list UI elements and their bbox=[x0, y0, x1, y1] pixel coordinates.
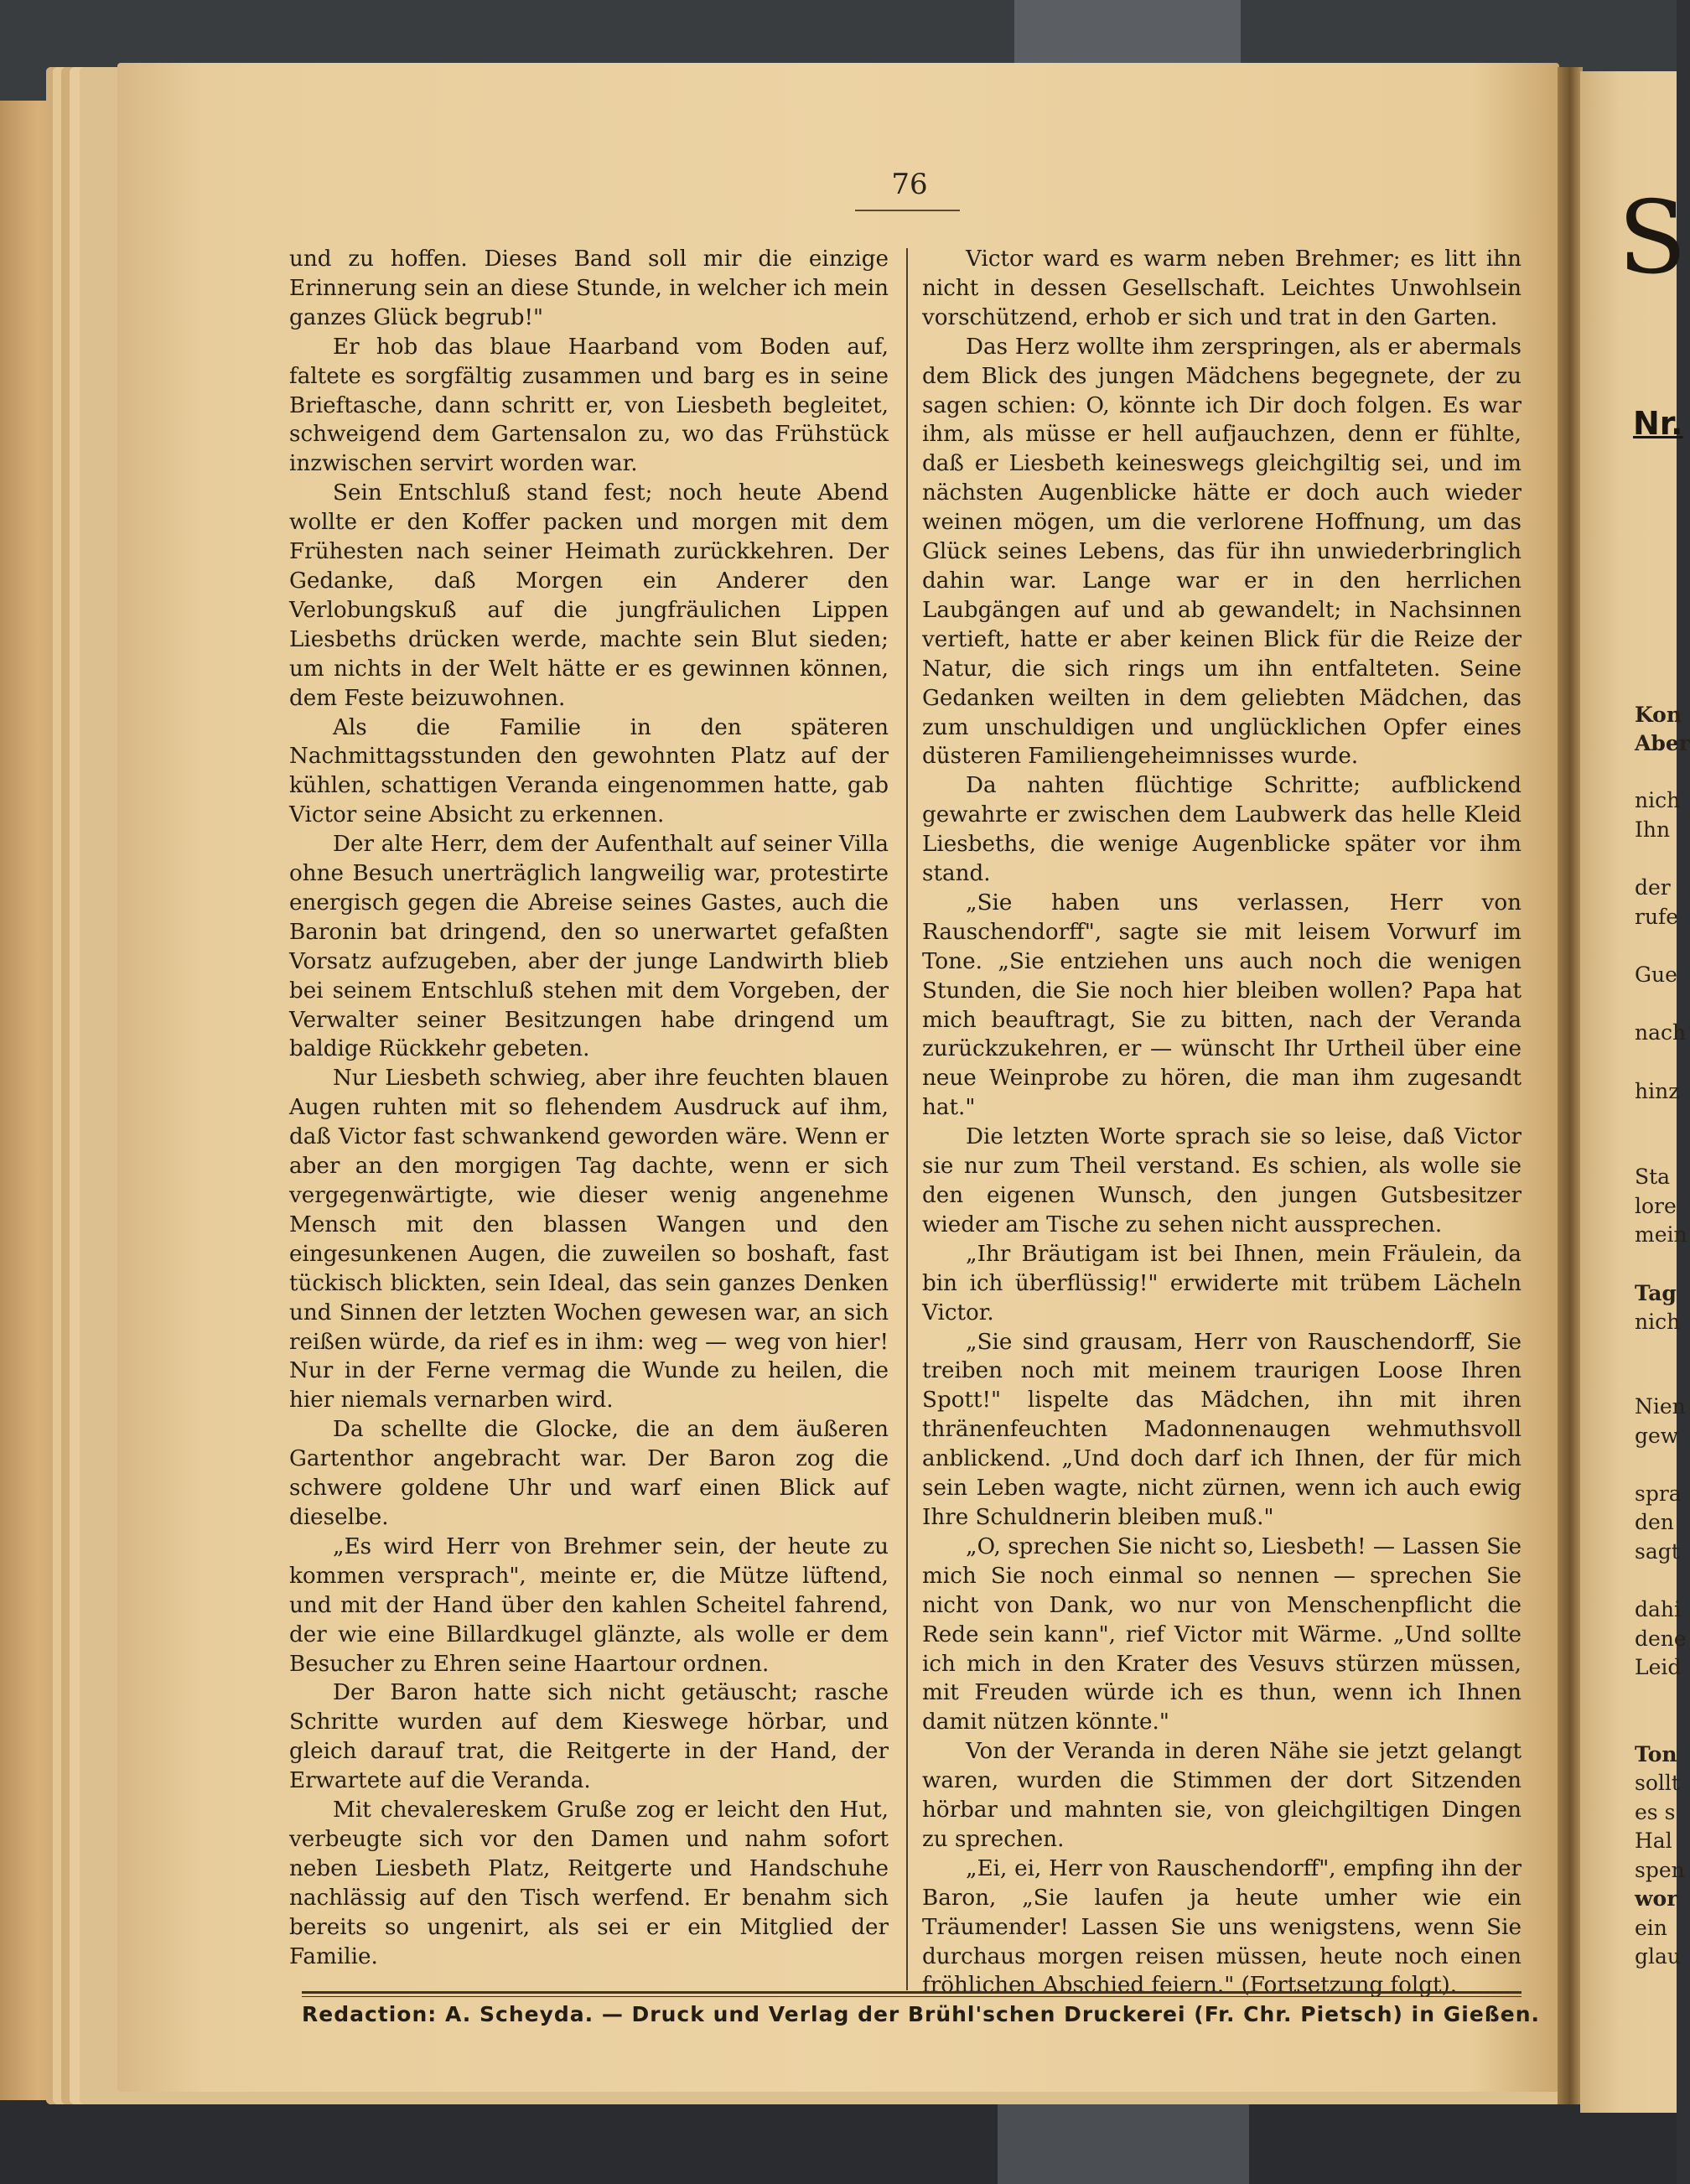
facing-page-fragment: nich bbox=[1635, 788, 1681, 812]
paragraph: Mit chevalereskem Gruße zog er leicht den Hut, verbeugte sich vor den Damen und nahm sofort neben Liesbeth Platz, Reitgerte und Handschuhe nachlässig auf den Tisch werfend. Er benahm sich bereits so ungenirt, als sei er ein Mitglied der Familie. bbox=[289, 1798, 889, 1969]
facing-page-fragment: mein bbox=[1635, 1222, 1687, 1247]
facing-page-fragment: nich bbox=[1635, 1310, 1681, 1334]
paragraph: „O, sprechen Sie nicht so, Liesbeth! — Lassen Sie mich Sie noch einmal so nennen — sprechen Sie nicht von Dank, wo nur von Menschenpflicht die Rede sein kann", rief Victor mit Wärme. „Und sollte ich mich in den Krater des Vesuvs stürzen müssen, mit Freuden würde ich es thun, wenn ich Ihnen damit nützen könnte." bbox=[922, 1533, 1522, 1735]
facing-page-fragment: Tag bbox=[1635, 1281, 1677, 1305]
facing-page-fragment: spra bbox=[1635, 1481, 1682, 1506]
column-divider bbox=[906, 248, 908, 1990]
facing-page-issue-label: Nr. bbox=[1633, 405, 1683, 442]
paragraph: „Sie sind grausam, Herr von Rauschendorff, Sie treiben noch mit meinem traurigen Loose Ihren Spott!" lispelte das Mädchen, ihn mit ihren thränenfeuchten Madonnenaugen wehmuthsvoll anblickend. „Und doch darf ich Ihnen, der für mich sein Leben wagte, nicht zürnen, wenn ich auch ewig Ihre Schuldnerin bleiben muß." bbox=[922, 1329, 1522, 1530]
facing-page-fragment: rufe bbox=[1635, 905, 1679, 929]
paragraph: Victor ward es warm neben Brehmer; es litt ihn nicht in dessen Gesellschaft. Leichtes Unwohlsein vorschützend, erhob er sich und trat in den Garten. bbox=[922, 246, 1522, 330]
facing-page-fragment: es s bbox=[1635, 1800, 1676, 1824]
facing-page-fragment: Gue bbox=[1635, 962, 1677, 987]
facing-page-fragment: Kon bbox=[1635, 703, 1682, 727]
facing-page-fragment: Aber bbox=[1635, 731, 1690, 755]
facing-page-fragment: hinz bbox=[1635, 1079, 1680, 1103]
facing-page-fragment: Ihn bbox=[1635, 817, 1671, 842]
paragraph: Da nahten flüchtige Schritte; aufblickend gewahrte er zwischen dem Laubwerk das helle Kleid Liesbeths, die wenige Augenblicke später vor ihm stand. bbox=[922, 773, 1522, 887]
facing-page-fragment: ein bbox=[1635, 1916, 1667, 1940]
header-rule bbox=[855, 210, 960, 211]
paragraph: Nur Liesbeth schwieg, aber ihre feuchten blauen Augen ruhten mit so flehendem Ausdruck auf ihm, daß Victor fast schwankend geworden wäre. Wenn er aber an den morgigen Tag dachte, wenn er sich vergegenwärtigte, wie dieser wenig angenehme Mensch mit den blassen Wangen und den eingesunkenen Augen, die zuweilen so boshaft, fast tückisch blickten, sein Ideal, das sein ganzes Denken und Sinnen der letzten Wochen gewesen war, an sich reißen würde, da rief es in ihm: weg — weg von hier! Nur in der Ferne vermag die Wunde zu heilen, die hier niemals vernarben wird. bbox=[289, 1066, 889, 1414]
facing-page-fragment: wor bbox=[1635, 1886, 1678, 1911]
facing-page-fragment: gew bbox=[1635, 1424, 1679, 1448]
facing-page-fragment: Ton bbox=[1635, 1742, 1677, 1766]
paragraph: „Ei, ei, Herr von Rauschendorff", empfing ihn der Baron, „Sie laufen ja heute umher wie ein Träumender! Lassen Sie uns wenigstens, wenn Sie durchaus morgen reisen müssen, heute noch einen fröhlichen Abschied feiern." (Fortsetzung folgt). bbox=[922, 1855, 1522, 1999]
facing-page-fragment: nach bbox=[1635, 1020, 1687, 1045]
left-text-column bbox=[289, 245, 889, 1971]
facing-page-fragment: den bbox=[1635, 1510, 1674, 1534]
facing-page-fragment: Sta bbox=[1635, 1165, 1671, 1189]
facing-page-fragment: Hal bbox=[1635, 1829, 1672, 1853]
facing-page-fragment: sollt bbox=[1635, 1771, 1680, 1795]
paragraph: Er hob das blaue Haarband vom Boden auf, faltete es sorgfältig zusammen und barg es in seine Brieftasche, dann schritt er, von Liesbeth begleitet, schweigend dem Gartensalon zu, wo das Frühstück inzwischen servirt worden war. bbox=[289, 334, 889, 477]
paragraph: Als die Familie in den späteren Nachmittagsstunden den gewohnten Platz auf der kühlen, schattigen Veranda eingenommen hatte, gab Victor seine Absicht zu erkennen. bbox=[289, 714, 889, 828]
paragraph: „Ihr Bräutigam ist bei Ihnen, mein Fräulein, da bin ich überflüssig!" erwiderte mit trübem Lächeln Victor. bbox=[922, 1241, 1522, 1325]
book-gutter bbox=[1558, 67, 1583, 2104]
facing-page-fragment: dahi bbox=[1635, 1597, 1682, 1621]
facing-page-fragment: Nien bbox=[1635, 1394, 1686, 1419]
facing-page-fragment: lore bbox=[1635, 1194, 1677, 1218]
paragraph: Da schellte die Glocke, die an dem äußeren Gartenthor angebracht war. Der Baron zog die schwere goldene Uhr und warf einen Blick auf dieselbe. bbox=[289, 1417, 889, 1530]
facing-page-fragment: sagt bbox=[1635, 1539, 1680, 1564]
facing-page-fragment: dene bbox=[1635, 1626, 1687, 1651]
facing-page-initial: S bbox=[1618, 180, 1687, 297]
paragraph: Der Baron hatte sich nicht getäuscht; rasche Schritte wurden auf dem Kieswege hörbar, und gleich darauf trat, die Reitgerte in der Hand, der Erwartete auf die Veranda. bbox=[289, 1680, 889, 1794]
paragraph: Sein Entschluß stand fest; noch heute Abend wollte er den Koffer packen und morgen mit dem Frühesten nach seiner Heimath zurückkehren. Der Gedanke, daß Morgen ein Anderer den Verlobungskuß auf die jungfräulichen Lippen Liesbeths drücken werde, machte sein Blut sieden; um nichts in der Welt hätte er es gewinnen können, dem Feste beizuwohnen. bbox=[289, 480, 889, 711]
imprint-line: Redaction: A. Scheyda. — Druck und Verlag der Brühl'schen Druckerei (Fr. Chr. Pietsch) in Gießen. bbox=[302, 2002, 1541, 2026]
facing-page-fragment: glau bbox=[1635, 1944, 1682, 1969]
facing-page-fragment: Leid bbox=[1635, 1655, 1682, 1679]
paragraph: „Es wird Herr von Brehmer sein, der heute zu kommen versprach", meinte er, die Mütze lüftend, und mit der Hand über den kahlen Scheitel fahrend, der wie eine Billardkugel glänzte, als wolle er dem Besucher zu Ehren seine Haartour ordnen. bbox=[289, 1533, 889, 1677]
paragraph: Die letzten Worte sprach sie so leise, daß Victor sie nur zum Theil verstand. Es schien, als wolle sie den eigenen Wunsch, den jungen Gutsbesitzer wieder am Tische zu sehen nicht aussprechen. bbox=[922, 1124, 1522, 1237]
right-text-column bbox=[922, 245, 1522, 2000]
paragraph: und zu hoffen. Dieses Band soll mir die einzige Erinnerung sein an diese Stunde, in welcher ich mein ganzes Glück begrub!" bbox=[289, 246, 889, 330]
facing-page-fragment: der bbox=[1635, 875, 1671, 900]
paragraph: Das Herz wollte ihm zerspringen, als er abermals dem Blick des jungen Mädchens begegnete, der zu sagen schien: O, könnte ich Dir doch folgen. Es war ihm, als müsse er hell aufjauchzen, denn er fühlte, daß er Liesbeth keineswegs gleichgiltig sei, und im nächsten Augenblicke hätte er doch auch wieder weinen mögen, um die verlorene Hoffnung, um das Glück seines Lebens, das für ihn unwiederbringlich dahin war. Lange war er in den herrlichen Laubgängen auf und ab gewandelt; in Nachsinnen vertieft, hatte er aber keinen Blick für die Reize der Natur, die sich rings um ihn entfalteten. Seine Gedanken weilten in dem geliebten Mädchen, das zum unschuldigen und unglücklichen Opfer eines düsteren Familiengeheimnisses wurde. bbox=[922, 334, 1522, 770]
paragraph: Von der Veranda in deren Nähe sie jetzt gelangt waren, wurden die Stimmen der dort Sitzenden hörbar und mahnten sie, von gleichgiltigen Dingen zu sprechen. bbox=[922, 1739, 1522, 1852]
page-number: 76 bbox=[891, 168, 928, 201]
facing-page-fragment: spen bbox=[1635, 1858, 1685, 1882]
paragraph: „Sie haben uns verlassen, Herr von Rauschendorff", sagte sie mit leisem Vorwurf im Tone. „Sie entziehen uns auch noch die wenigen Stunden, die Sie noch hier bleiben wollen? Papa hat mich beauftragt, Sie zu bitten, nach der Veranda zurückzukehren, er — wünscht Ihr Urtheil über eine neue Weinprobe zu hören, die man ihm zugesandt hat." bbox=[922, 890, 1522, 1121]
paragraph: Der alte Herr, dem der Aufenthalt auf seiner Villa ohne Besuch unerträglich langweilig war, protestirte energisch gegen die Abreise seines Gastes, auch die Baronin bat dringend, den so unerwartet gefaßten Vorsatz aufzugeben, aber der junge Landwirth blieb bei seinem Entschluß stehen mit dem Vorgeben, der Verwalter seiner Besitzungen habe dringend um baldige Rückkehr gebeten. bbox=[289, 832, 889, 1062]
footer-rule bbox=[302, 1991, 1522, 1994]
footer-rule-thin bbox=[302, 1996, 1522, 1997]
